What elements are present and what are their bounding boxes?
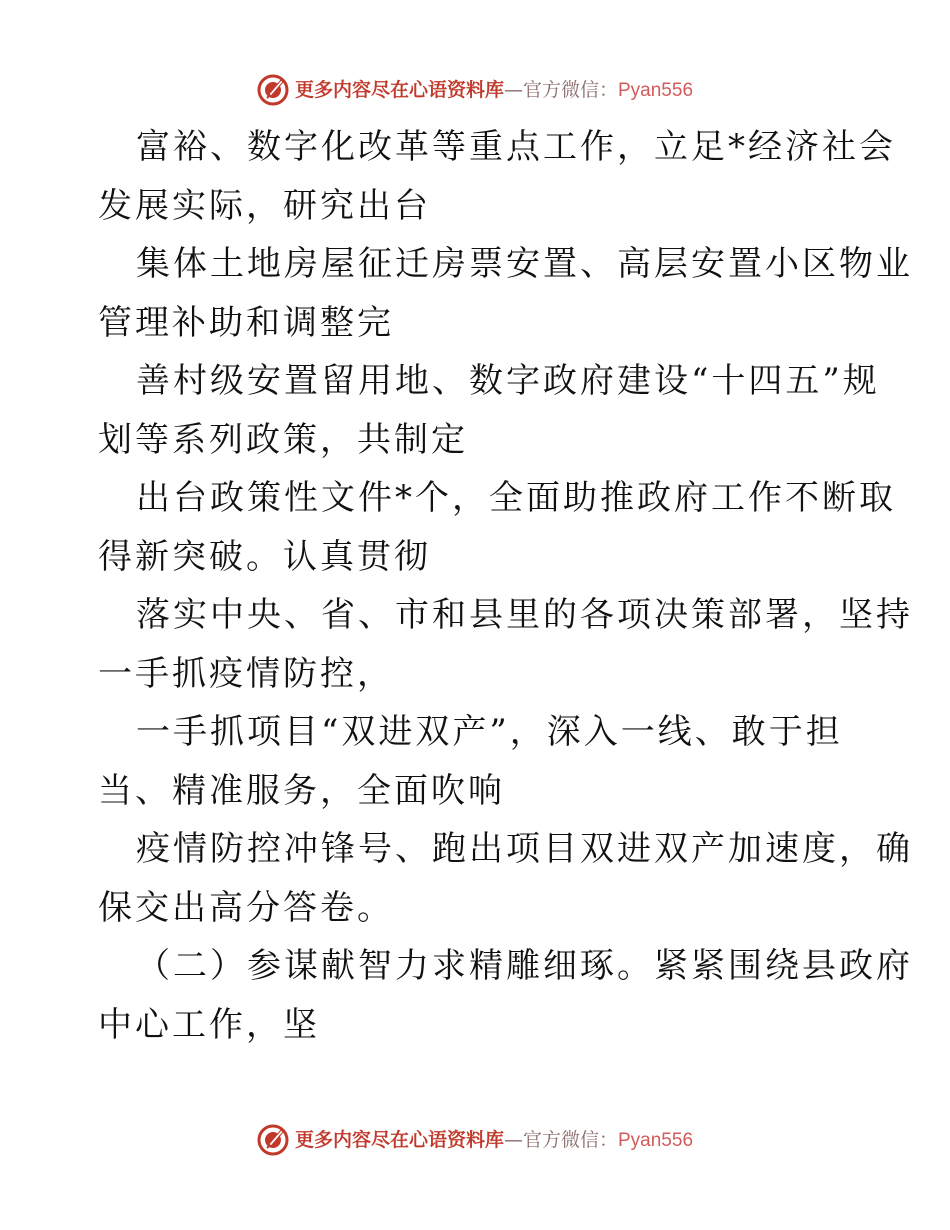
body-line: 富裕、数字化改革等重点工作，立足*经济社会 [136, 127, 896, 167]
body-line: 发展实际，研究出台 [98, 185, 431, 226]
footer-banner-label: 官方微信： [522, 1128, 618, 1151]
header-banner-label: 官方微信： [522, 78, 618, 101]
header-banner-dash: — [503, 78, 523, 101]
body-line: 出台政策性文件*个，全面助推政府工作不断取 [136, 478, 896, 518]
body-line: 划等系列政策，共制定 [98, 419, 468, 460]
logo-icon [257, 74, 289, 106]
footer-banner-main: 更多内容尽在心语资料库 [294, 1128, 504, 1151]
footer-banner-text [295, 1128, 693, 1153]
body-line: 一手抓疫情防控， [98, 653, 394, 694]
body-line: 落实中央、省、市和县里的各项决策部署，坚持 [136, 595, 913, 635]
footer-banner-dash: — [503, 1128, 523, 1151]
body-line: 保交出高分答卷。 [98, 887, 394, 928]
footer-banner [0, 1120, 950, 1160]
header-banner-main: 更多内容尽在心语资料库 [294, 78, 504, 101]
header-banner-text [295, 78, 693, 103]
document-body [98, 118, 913, 1054]
header-banner [0, 70, 950, 110]
body-line: 当、精准服务，全面吹响 [98, 770, 505, 811]
body-line: 一手抓项目“双进双产”，深入一线、敢于担 [136, 712, 843, 752]
body-line: 中心工作，坚 [98, 1004, 320, 1045]
body-line: 管理补助和调整完 [98, 302, 394, 343]
body-line: 得新突破。认真贯彻 [98, 536, 431, 577]
body-line: （二）参谋献智力求精雕细琢。紧紧围绕县政府 [136, 946, 913, 986]
body-line: 集体土地房屋征迁房票安置、高层安置小区物业 [136, 244, 913, 284]
logo-icon [257, 1124, 289, 1156]
body-line: 疫情防控冲锋号、跑出项目双进双产加速度，确 [136, 829, 913, 869]
header-banner-id: Pyan556 [618, 79, 694, 101]
footer-banner-id: Pyan556 [618, 1129, 694, 1151]
body-line: 善村级安置留用地、数字政府建设“十四五”规 [136, 361, 880, 401]
